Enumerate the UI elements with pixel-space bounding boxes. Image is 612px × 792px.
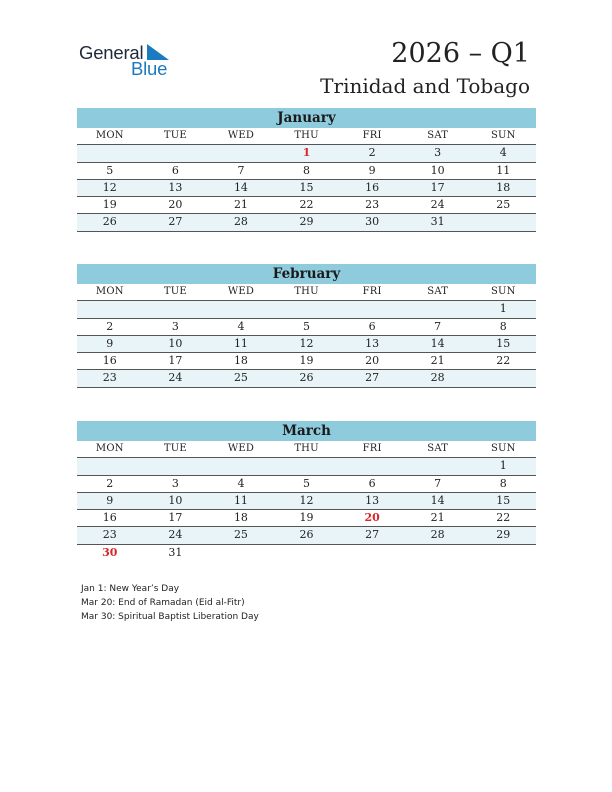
weekday-label: SUN [490, 286, 516, 297]
day-cell: 24 [168, 371, 183, 385]
month-march [77, 421, 536, 562]
day-cell: 17 [168, 354, 183, 368]
week-row [77, 510, 536, 527]
weekday-label: TUE [163, 443, 187, 454]
day-cell [143, 301, 209, 317]
weekday-label: WED [227, 130, 255, 141]
day-cell: 16 [102, 511, 117, 525]
day-cell: 4 [499, 146, 507, 160]
day-cell: 22 [496, 354, 511, 368]
day-cell: 5 [303, 476, 311, 490]
day-cell: 19 [299, 354, 314, 368]
day-cell: 6 [171, 163, 179, 177]
day-cell: 5 [106, 163, 114, 177]
weekday-label: MON [95, 443, 124, 454]
day-cell: 14 [430, 336, 445, 350]
weekday-header-row [77, 128, 536, 145]
day-cell: 17 [430, 180, 445, 194]
day-cell: 27 [365, 528, 380, 542]
day-cell [339, 301, 405, 317]
generalblue-logo [79, 40, 179, 80]
logo-text-general: General [79, 42, 144, 63]
day-cell [208, 145, 274, 161]
day-cell: 16 [365, 180, 380, 194]
weekday-label: SAT [427, 286, 449, 297]
day-cell: 18 [233, 511, 248, 525]
day-cell: 13 [168, 180, 183, 194]
day-cell: 19 [299, 511, 314, 525]
day-cell: 11 [233, 336, 248, 350]
weekday-label: SUN [490, 130, 516, 141]
weekday-label: TUE [163, 286, 187, 297]
day-cell: 4 [237, 476, 245, 490]
day-cell: 25 [233, 371, 248, 385]
day-cell: 23 [102, 371, 117, 385]
weekday-label: THU [294, 286, 319, 297]
weekday-label: FRI [362, 286, 382, 297]
week-row [77, 319, 536, 336]
day-cell: 27 [365, 371, 380, 385]
day-cell: 3 [171, 319, 179, 333]
weekday-label: SUN [490, 443, 516, 454]
day-cell: 5 [303, 319, 311, 333]
weekday-header-row [77, 441, 536, 458]
day-cell: 22 [496, 511, 511, 525]
weekday-label: MON [95, 130, 124, 141]
day-cell [405, 458, 471, 474]
day-cell: 1 [499, 302, 507, 316]
day-cell: 25 [233, 528, 248, 542]
week-row [77, 545, 536, 562]
week-row [77, 370, 536, 387]
week-row [77, 301, 536, 318]
day-cell: 7 [434, 319, 442, 333]
month-name: February [77, 264, 536, 284]
day-cell [405, 301, 471, 317]
day-cell: 25 [496, 198, 511, 212]
week-row [77, 214, 536, 231]
day-cell: 26 [299, 528, 314, 542]
week-row [77, 180, 536, 197]
day-cell: 24 [168, 528, 183, 542]
weekday-label: WED [227, 286, 255, 297]
holiday-day-cell: 30 [102, 545, 118, 559]
day-cell: 30 [365, 215, 380, 229]
day-cell: 24 [430, 198, 445, 212]
day-cell: 7 [237, 163, 245, 177]
holiday-note: Mar 30: Spiritual Baptist Liberation Day [81, 612, 259, 622]
day-cell: 18 [233, 354, 248, 368]
day-cell [274, 458, 340, 474]
week-row [77, 353, 536, 370]
day-cell: 15 [496, 493, 511, 507]
day-cell: 15 [299, 180, 314, 194]
logo-text-blue: Blue [131, 58, 168, 79]
day-cell: 10 [430, 163, 445, 177]
day-cell: 6 [368, 476, 376, 490]
weekday-label: FRI [362, 130, 382, 141]
holiday-notes [81, 582, 259, 624]
day-cell: 26 [102, 215, 117, 229]
day-cell [77, 301, 143, 317]
day-cell: 21 [430, 511, 445, 525]
day-cell: 15 [496, 336, 511, 350]
day-cell: 16 [102, 354, 117, 368]
day-cell: 23 [102, 528, 117, 542]
day-cell: 12 [299, 493, 314, 507]
day-cell [274, 301, 340, 317]
weekday-label: SAT [427, 130, 449, 141]
page-title: 2026 – Q1 [391, 38, 530, 69]
day-cell: 21 [430, 354, 445, 368]
weekday-label: MON [95, 286, 124, 297]
day-cell: 27 [168, 215, 183, 229]
day-cell [274, 545, 340, 562]
day-cell: 13 [365, 493, 380, 507]
week-row [77, 197, 536, 214]
day-cell [143, 145, 209, 161]
day-cell: 2 [106, 319, 114, 333]
month-january [77, 108, 536, 232]
day-cell: 12 [102, 180, 117, 194]
day-cell [77, 458, 143, 474]
week-row [77, 163, 536, 180]
day-cell [339, 545, 405, 562]
day-cell: 20 [365, 354, 380, 368]
day-cell [470, 370, 536, 386]
day-cell: 1 [499, 459, 507, 473]
day-cell: 11 [233, 493, 248, 507]
day-cell [77, 145, 143, 161]
day-cell: 14 [233, 180, 248, 194]
day-cell: 3 [434, 146, 442, 160]
day-cell: 29 [496, 528, 511, 542]
day-cell [143, 458, 209, 474]
day-cell: 12 [299, 336, 314, 350]
weekday-label: SAT [427, 443, 449, 454]
day-cell: 9 [106, 336, 114, 350]
day-cell: 11 [496, 163, 511, 177]
month-name: January [77, 108, 536, 128]
day-cell: 3 [171, 476, 179, 490]
day-cell [405, 545, 471, 562]
page-subtitle: Trinidad and Tobago [320, 74, 530, 98]
day-cell: 13 [365, 336, 380, 350]
day-cell: 17 [168, 511, 183, 525]
week-row [77, 336, 536, 353]
weekday-label: THU [294, 443, 319, 454]
day-cell: 10 [168, 336, 183, 350]
week-row [77, 493, 536, 510]
week-row [77, 145, 536, 162]
day-cell: 31 [430, 215, 445, 229]
day-cell [208, 545, 274, 562]
holiday-note: Mar 20: End of Ramadan (Eid al-Fitr) [81, 598, 245, 608]
day-cell: 28 [233, 215, 248, 229]
day-cell: 9 [106, 493, 114, 507]
day-cell [208, 458, 274, 474]
day-cell [208, 301, 274, 317]
holiday-day-cell: 1 [302, 146, 311, 160]
day-cell: 28 [430, 371, 445, 385]
day-cell: 18 [496, 180, 511, 194]
holiday-day-cell: 20 [364, 511, 380, 525]
day-cell [470, 214, 536, 230]
day-cell: 4 [237, 319, 245, 333]
week-row [77, 527, 536, 544]
month-february [77, 264, 536, 388]
day-cell: 7 [434, 476, 442, 490]
month-name: March [77, 421, 536, 441]
day-cell: 2 [368, 146, 376, 160]
day-cell: 19 [102, 198, 117, 212]
weekday-label: FRI [362, 443, 382, 454]
day-cell: 28 [430, 528, 445, 542]
day-cell: 9 [368, 163, 376, 177]
day-cell: 8 [303, 163, 311, 177]
weekday-header-row [77, 284, 536, 301]
weekday-label: WED [227, 443, 255, 454]
day-cell: 23 [365, 198, 380, 212]
day-cell: 21 [233, 198, 248, 212]
day-cell: 8 [499, 476, 507, 490]
holiday-note: Jan 1: New Year’s Day [81, 584, 180, 594]
day-cell: 10 [168, 493, 183, 507]
day-cell: 14 [430, 493, 445, 507]
week-row [77, 476, 536, 493]
day-cell: 8 [499, 319, 507, 333]
day-cell: 2 [106, 476, 114, 490]
day-cell: 6 [368, 319, 376, 333]
day-cell: 26 [299, 371, 314, 385]
day-cell: 22 [299, 198, 314, 212]
week-row [77, 458, 536, 475]
day-cell [339, 458, 405, 474]
weekday-label: TUE [163, 130, 187, 141]
day-cell: 31 [168, 545, 183, 559]
day-cell: 20 [168, 198, 183, 212]
weekday-label: THU [294, 130, 319, 141]
day-cell: 29 [299, 215, 314, 229]
day-cell [470, 545, 536, 562]
